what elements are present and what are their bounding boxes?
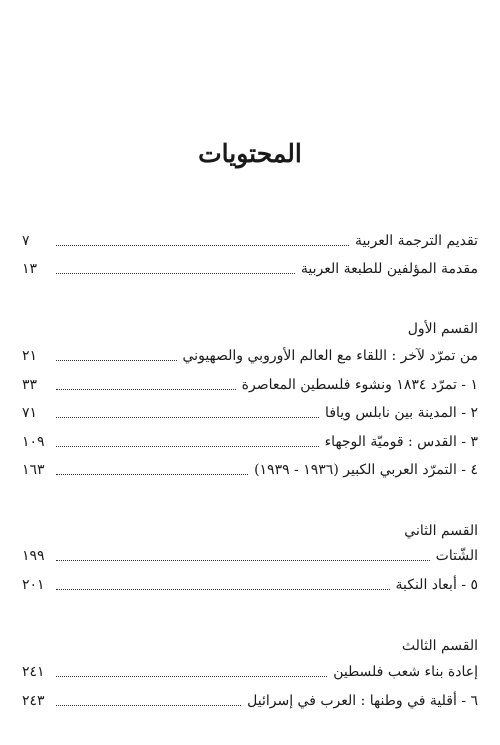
toc-page-number: ١٠٩ [22,434,45,450]
toc-page-number: ١٩٩ [22,548,45,564]
toc-page-number: ٧ [22,233,30,249]
toc-entry-text: ٥ - أبعاد النكبة [395,577,478,593]
toc-entry [22,661,478,681]
toc-page-number: ٣٣ [22,377,38,393]
toc-entry [22,258,478,278]
dot-leader [56,474,248,475]
toc-entry-text: الشّتات [435,548,478,564]
section-heading: القسم الأول [407,321,478,337]
toc-page-number: ٢٠١ [22,577,45,593]
toc-entry-text: إعادة بناء شعب فلسطين [333,664,478,680]
toc-entry-text: ١ - تمرّد ١٨٣٤ ونشوء فلسطين المعاصرة [241,377,478,393]
dot-leader [56,417,319,418]
toc-entry-text: ٦ - أقلية في وطنها : العرب في إسرائيل [247,693,478,709]
toc-page-number: ١٦٣ [22,462,45,478]
dot-leader [56,245,349,246]
toc-entry [22,345,478,365]
toc-entry [22,459,478,479]
section-heading: القسم الثاني [404,523,478,539]
toc-page-number: ٢٤١ [22,664,45,680]
toc-entry-text: ٣ - القدس : قوميّة الوجهاء [324,434,478,450]
toc-entry-text: من تمرّد لآخر : اللقاء مع العالم الأوروبي والصهيوني [182,348,478,364]
toc-entry [22,431,478,451]
dot-leader [56,560,430,561]
toc-entry [22,402,478,422]
page-title: المحتويات [198,139,302,168]
toc-page-number: ٢١ [22,348,38,364]
dot-leader [56,360,177,361]
dot-leader [56,446,319,447]
toc-entry [22,545,478,565]
dot-leader [56,705,241,706]
toc-page-number: ١٣ [22,261,38,277]
dot-leader [56,273,295,274]
dot-leader [56,589,390,590]
toc-entry [22,574,478,594]
toc-entry [22,690,478,710]
section-heading: القسم الثالث [401,638,478,654]
dot-leader [56,389,236,390]
toc-entry-text: تقديم الترجمة العربية [354,233,478,249]
dot-leader [56,676,327,677]
toc-page-number: ٧١ [22,405,38,421]
toc-page-number: ٢٤٣ [22,693,45,709]
toc-entry [22,374,478,394]
toc-entry-text: مقدمة المؤلفين للطبعة العربية [300,261,478,277]
toc-entry-text: ٢ - المدينة بين نابلس ويافا [325,405,478,421]
toc-entry-text: ٤ - التمرّد العربي الكبير (١٩٣٦ - ١٩٣٩) [254,462,478,478]
toc-entry [22,230,478,250]
